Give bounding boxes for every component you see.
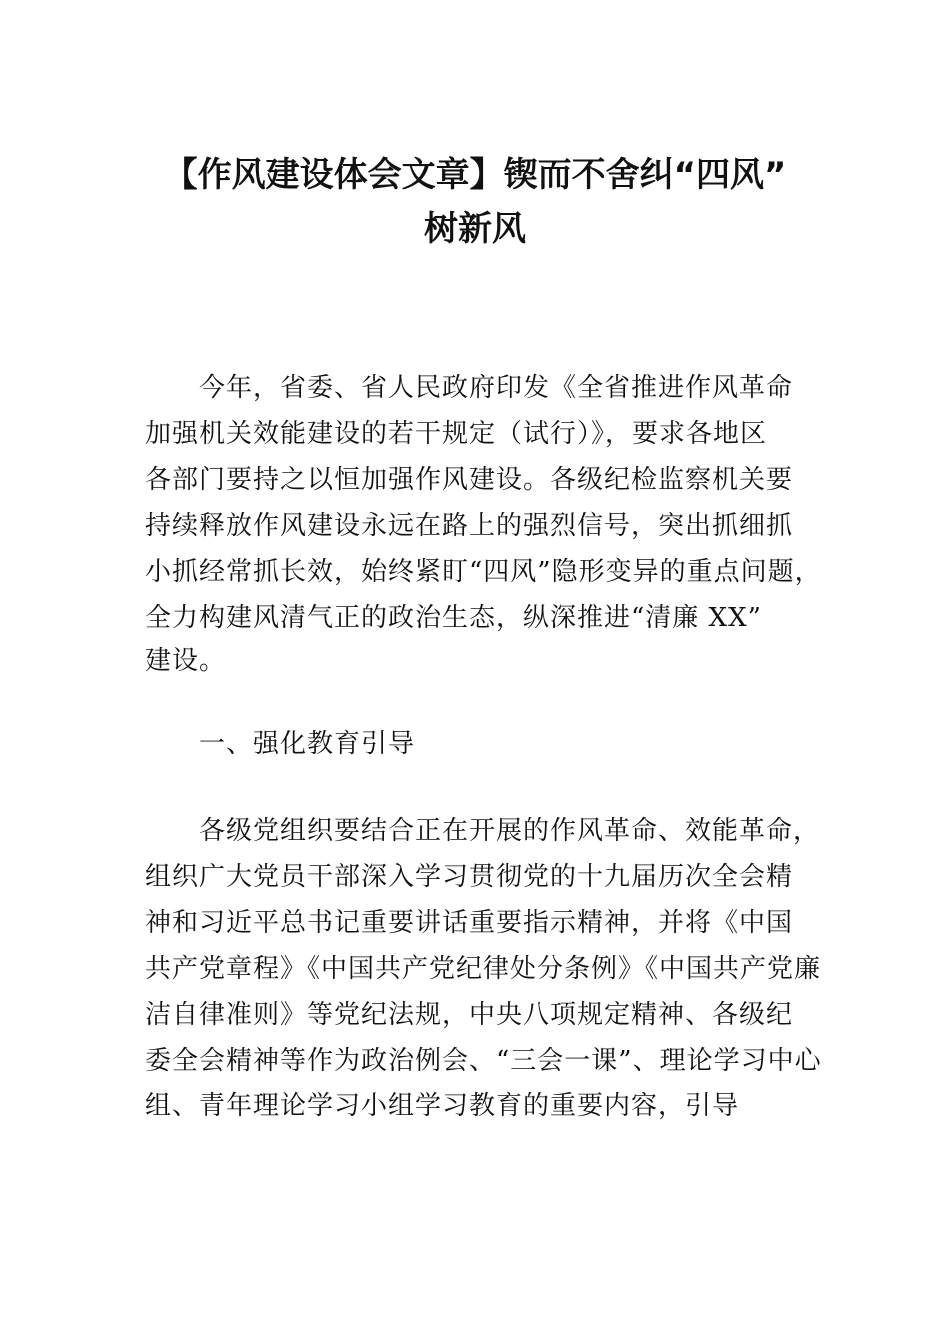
paragraph-1-line-3: 各部门要持之以恒加强作风建设。各级纪检监察机关要 <box>145 465 794 495</box>
paragraph-1-line-1: 今年，省委、省人民政府印发《全省推进作风革命 <box>199 373 794 403</box>
paragraph-2-line-1: 各级党组织要结合正在开展的作风革命、效能革命， <box>199 816 821 846</box>
paragraph-1-line-2: 加强机关效能建设的若干规定（试行）》，要求各地区 <box>145 419 768 449</box>
paragraph-1-line-5: 小抓经常抓长效，始终紧盯“四风”隐形变异的重点问题， <box>145 557 822 587</box>
document-title-line-2: 树新风 <box>424 209 526 249</box>
paragraph-1-line-6: 全力构建风清气正的政治生态，纵深推进“清廉 XX” <box>145 603 762 633</box>
document-title-line-1: 【作风建设体会文章】锲而不舍纠“四风” <box>163 155 787 195</box>
paragraph-2-line-4: 共产党章程》《中国共产党纪律处分条例》《中国共产党廉 <box>145 954 822 984</box>
paragraph-1-line-4: 持续释放作风建设永远在路上的强烈信号，突出抓细抓 <box>145 511 794 541</box>
paragraph-2-line-3: 神和习近平总书记重要讲话重要指示精神，并将《中国 <box>145 908 794 938</box>
paragraph-2-line-2: 组织广大党员干部深入学习贯彻党的十九届历次全会精 <box>145 862 794 892</box>
paragraph-2-line-6: 委全会精神等作为政治例会、“三会一课”、理论学习中心 <box>145 1046 822 1076</box>
paragraph-1-line-7: 建设。 <box>145 646 227 676</box>
paragraph-2-line-7: 组、青年理论学习小组学习教育的重要内容，引导 <box>145 1091 740 1121</box>
paragraph-2-line-5: 洁自律准则》等党纪法规，中央八项规定精神、各级纪 <box>145 1000 794 1030</box>
section-heading-1: 一、强化教育引导 <box>199 729 416 759</box>
